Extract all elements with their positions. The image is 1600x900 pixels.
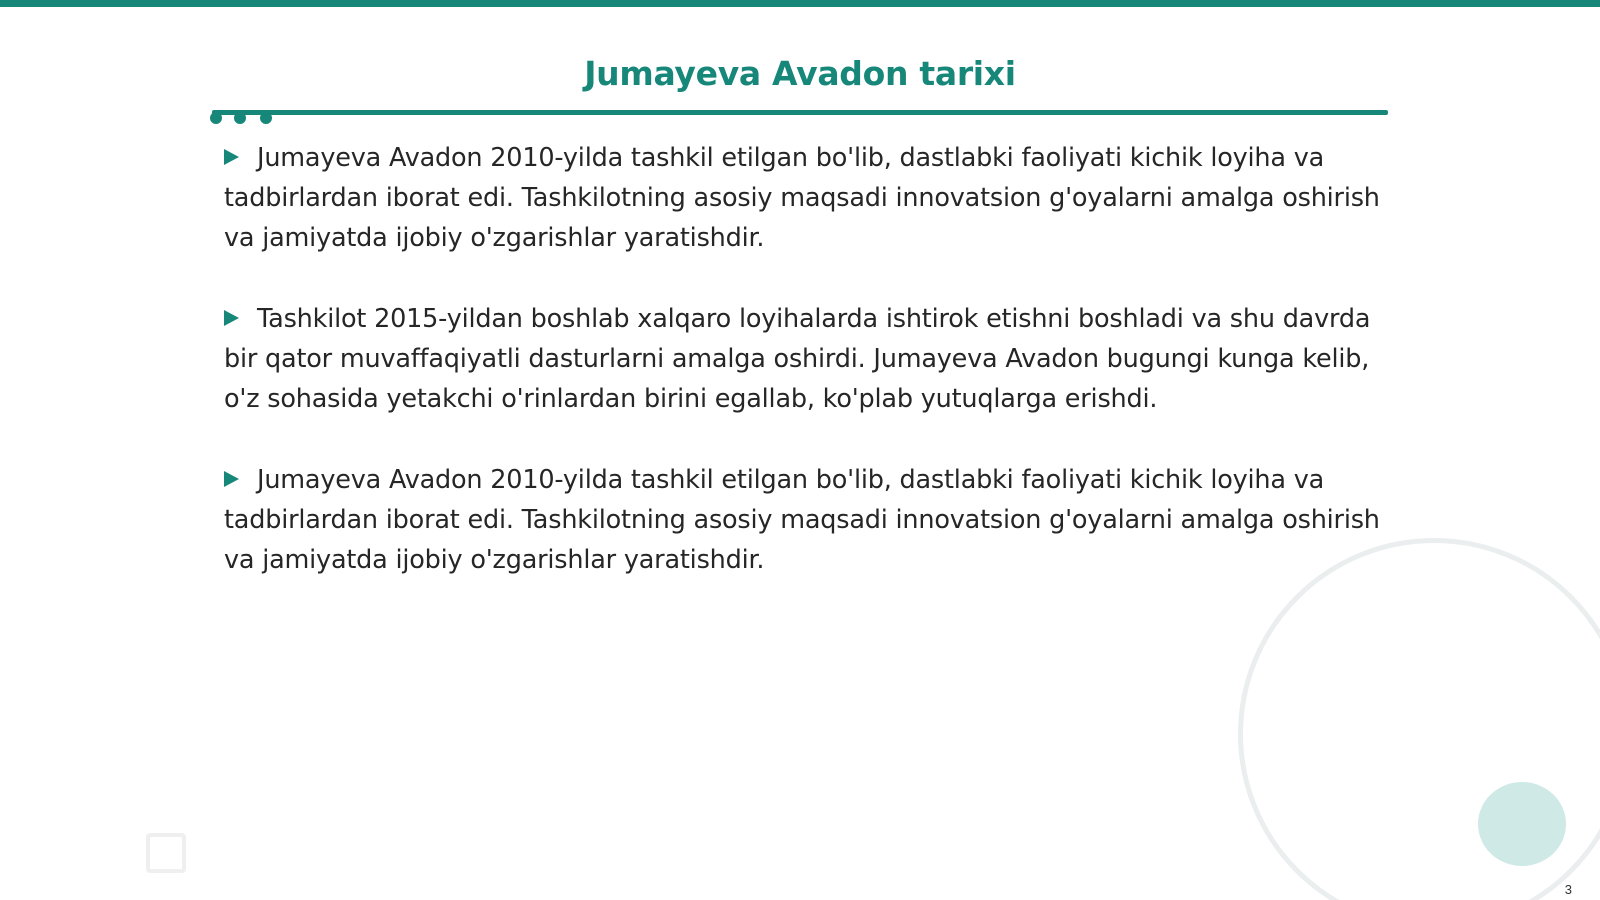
page-number: 3 — [1564, 882, 1572, 897]
decorative-circle-filled — [1478, 782, 1566, 866]
decorative-dots — [210, 112, 290, 126]
title-underline — [212, 110, 1388, 115]
decorative-square-outline — [146, 833, 186, 873]
triangle-right-icon — [224, 149, 239, 165]
bullet-text: Jumayeva Avadon 2010-yilda tashkil etilgan bo'lib, dastlabki faoliyati kichik loyiha va tadbirlardan iborat edi. Tashkilotning asosiy maqsadi innovatsion g'oyalarni amalga oshirish va jamiyatda ijobiy o'zgarishlar yaratishdir. — [224, 465, 1380, 575]
dot-icon — [234, 112, 246, 124]
bullet-list — [224, 138, 1394, 621]
slide-title: Jumayeva Avadon tarixi — [584, 54, 1016, 93]
bullet-item — [224, 460, 1394, 580]
bullet-text: Jumayeva Avadon 2010-yilda tashkil etilgan bo'lib, dastlabki faoliyati kichik loyiha va tadbirlardan iborat edi. Tashkilotning asosiy maqsadi innovatsion g'oyalarni amalga oshirish va jamiyatda ijobiy o'zgarishlar yaratishdir. — [224, 143, 1380, 253]
dot-icon — [210, 112, 222, 124]
triangle-right-icon — [224, 310, 239, 326]
top-accent-bar — [0, 0, 1600, 7]
bullet-item — [224, 299, 1394, 419]
bullet-text: Tashkilot 2015-yildan boshlab xalqaro loyihalarda ishtirok etishni boshladi va shu davrda bir qator muvaffaqiyatli dasturlarni amalga oshirdi. Jumayeva Avadon bugungi kunga kelib, o'z sohasida yetakchi o'rinlardan birini egallab, ko'plab yutuqlarga erishdi. — [224, 304, 1371, 414]
triangle-right-icon — [224, 471, 239, 487]
dot-icon — [260, 112, 272, 124]
bullet-item — [224, 138, 1394, 258]
